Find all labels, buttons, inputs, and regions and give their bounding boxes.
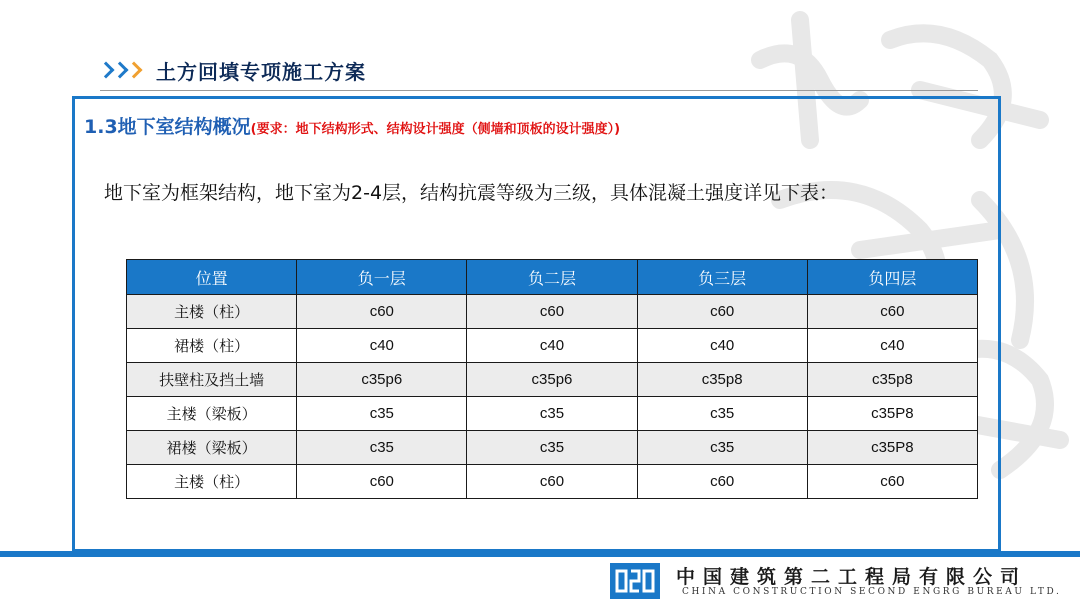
table-cell: c60: [297, 295, 467, 329]
intro-paragraph: 地下室为框架结构，地下室为2-4层，结构抗震等级为三级，具体混凝土强度详见下表：: [104, 182, 839, 204]
section-heading: [84, 112, 620, 139]
table-row: [127, 397, 978, 431]
company-name-en: CHINA CONSTRUCTION SECOND ENGRG BUREAU LTD.: [682, 587, 1062, 597]
table-row: [127, 465, 978, 499]
table-cell: 主楼（柱）: [127, 295, 297, 329]
page-title: 土方回填专项施工方案: [156, 59, 366, 84]
table-cell: c60: [807, 465, 977, 499]
table-cell: c35: [637, 431, 807, 465]
table-cell: c60: [637, 295, 807, 329]
table-cell: c40: [637, 329, 807, 363]
table-cell: c40: [467, 329, 637, 363]
slide-header: [100, 52, 980, 88]
table-header-row: [127, 260, 978, 295]
header-cell-position: 位置: [127, 260, 297, 295]
table-row: [127, 363, 978, 397]
cscec-logo-icon: [613, 566, 657, 596]
chevrons-icon: [100, 64, 142, 76]
section-requirement-note: (要求：地下结构形式、结构设计强度（侧墙和顶板的设计强度）): [250, 122, 621, 137]
table-cell: c35: [297, 431, 467, 465]
section-title: 1.3地下室结构概况: [84, 116, 251, 138]
table-cell: c35P8: [807, 397, 977, 431]
table-cell: c60: [467, 295, 637, 329]
table-cell: c60: [297, 465, 467, 499]
header-cell-b2: 负二层: [467, 260, 637, 295]
table-cell: 扶壁柱及挡土墙: [127, 363, 297, 397]
table-row: [127, 431, 978, 465]
table-row: [127, 295, 978, 329]
table-cell: c35: [467, 431, 637, 465]
company-name-cn: 中国建筑第二工程局有限公司: [676, 566, 1028, 588]
header-cell-b4: 负四层: [807, 260, 977, 295]
table-cell: c35p8: [637, 363, 807, 397]
table-cell: c60: [807, 295, 977, 329]
table-cell: 主楼（梁板）: [127, 397, 297, 431]
table-cell: c35p6: [467, 363, 637, 397]
header-divider: [100, 90, 978, 91]
table-cell: c35: [467, 397, 637, 431]
company-logo: [610, 563, 660, 599]
table-cell: c35: [297, 397, 467, 431]
header-cell-b3: 负三层: [637, 260, 807, 295]
table-row: [127, 329, 978, 363]
table-cell: c40: [807, 329, 977, 363]
concrete-strength-table: [126, 259, 978, 499]
table-cell: 主楼（柱）: [127, 465, 297, 499]
table-cell: c35P8: [807, 431, 977, 465]
table-cell: c35p8: [807, 363, 977, 397]
table-cell: c35p6: [297, 363, 467, 397]
header-cell-b1: 负一层: [297, 260, 467, 295]
table-cell: c60: [637, 465, 807, 499]
table-cell: c40: [297, 329, 467, 363]
table-cell: 裙楼（梁板）: [127, 431, 297, 465]
table-cell: c35: [637, 397, 807, 431]
table-cell: c60: [467, 465, 637, 499]
table-cell: 裙楼（柱）: [127, 329, 297, 363]
